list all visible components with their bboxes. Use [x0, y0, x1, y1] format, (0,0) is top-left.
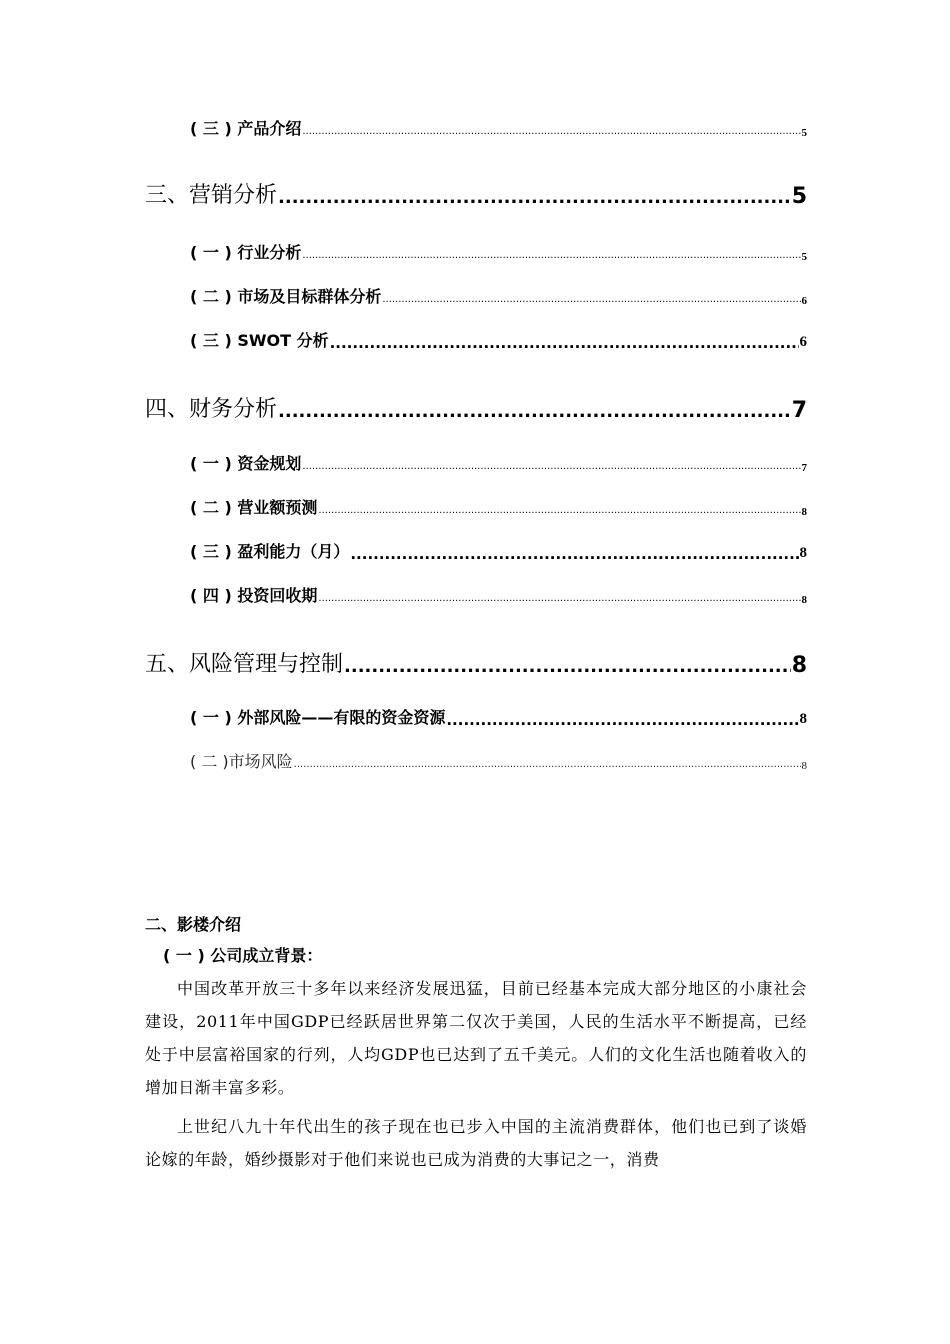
toc-entry-revenue-forecast[interactable] — [190, 495, 807, 518]
toc-entry-product-intro[interactable] — [190, 116, 807, 139]
section-heading: 二、影楼介绍 — [145, 915, 242, 934]
toc-dot-leader — [278, 187, 791, 209]
toc-dot-leader — [302, 460, 800, 474]
toc-page-number: 8 — [801, 594, 807, 606]
toc-dot-leader — [344, 656, 791, 678]
paragraph: 中国改革开放三十多年以来经济发展迅猛，目前已经基本完成大部分地区的小康社会建设，2011年中国GDP已经跃居世界第二仅次于美国，人民的生活水平不断提高，已经处于中层富裕国家的行列，人均GDP也已达到了五千美元。人们的文化生活也随着收入的增加日渐丰富多彩。 — [145, 979, 807, 1097]
paragraph: 上世纪八九十年代出生的孩子现在也已步入中国的主流消费群体，他们也已到了谈婚论嫁的年龄，婚纱摄影对于他们来说也已成为消费的大事记之一，消费 — [145, 1117, 807, 1169]
toc-dot-leader — [350, 546, 798, 562]
toc-page-number: 5 — [801, 251, 807, 263]
toc-page-number: 8 — [791, 653, 807, 678]
toc-entry-label: ( 二 )市场风险 — [190, 752, 293, 771]
toc-entry-label: ( 一 ) 外部风险——有限的资金资源 — [190, 708, 446, 727]
toc-page-number: 8 — [799, 545, 807, 561]
toc-page-number: 8 — [801, 506, 807, 518]
toc-entry-label: ( 三 ) 产品介绍 — [190, 119, 302, 138]
toc-page-number: 7 — [791, 398, 807, 423]
toc-entry-external-risk[interactable] — [190, 705, 807, 728]
toc-entry-profitability[interactable] — [190, 539, 807, 562]
toc-dot-leader — [318, 504, 800, 518]
toc-entry-market-risk[interactable] — [190, 749, 807, 772]
toc-entry-label: 五、风险管理与控制 — [145, 652, 344, 677]
toc-entry-payback-period[interactable] — [190, 583, 807, 606]
toc-page-number: 7 — [801, 462, 807, 474]
toc-entry-label: ( 四 ) 投资回收期 — [190, 586, 318, 605]
toc-entry-label: ( 三 ) 盈利能力（月） — [190, 542, 350, 561]
toc-entry-label: 四、财务分析 — [145, 397, 278, 422]
toc-entry-capital-planning[interactable] — [190, 451, 807, 474]
toc-entry-risk-management[interactable] — [145, 647, 807, 678]
toc-entry-industry-analysis[interactable] — [190, 240, 807, 263]
section-subheading: ( 一 ) 公司成立背景： — [163, 946, 323, 965]
toc-entry-marketing-analysis[interactable] — [145, 178, 807, 209]
toc-entry-swot-analysis[interactable] — [190, 328, 807, 351]
toc-page-number: 6 — [799, 334, 807, 350]
toc-entry-market-target-analysis[interactable] — [190, 284, 807, 307]
toc-entry-label: ( 一 ) 资金规划 — [190, 454, 302, 473]
toc-dot-leader — [318, 592, 800, 606]
toc-dot-leader — [302, 249, 800, 263]
section-body — [145, 912, 807, 1176]
toc-entry-label: ( 一 ) 行业分析 — [190, 243, 302, 262]
toc-dot-leader — [278, 401, 791, 423]
toc-dot-leader — [294, 758, 801, 772]
toc-page-number: 8 — [801, 760, 807, 772]
toc-page-number: 6 — [801, 295, 807, 307]
toc-dot-leader — [302, 125, 800, 139]
toc-page-number: 5 — [801, 127, 807, 139]
toc-entry-label: 三、营销分析 — [145, 183, 278, 208]
toc-dot-leader — [382, 293, 800, 307]
toc-entry-label: ( 二 ) 市场及目标群体分析 — [190, 287, 382, 306]
toc-dot-leader — [446, 712, 798, 728]
toc-entry-label: ( 三 ) SWOT 分析 — [190, 331, 329, 350]
toc-page-number: 5 — [791, 184, 807, 209]
toc-dot-leader — [330, 335, 799, 351]
toc-page-number: 8 — [799, 711, 807, 727]
toc-entry-label: ( 二 ) 营业额预测 — [190, 498, 318, 517]
toc-entry-financial-analysis[interactable] — [145, 392, 807, 423]
